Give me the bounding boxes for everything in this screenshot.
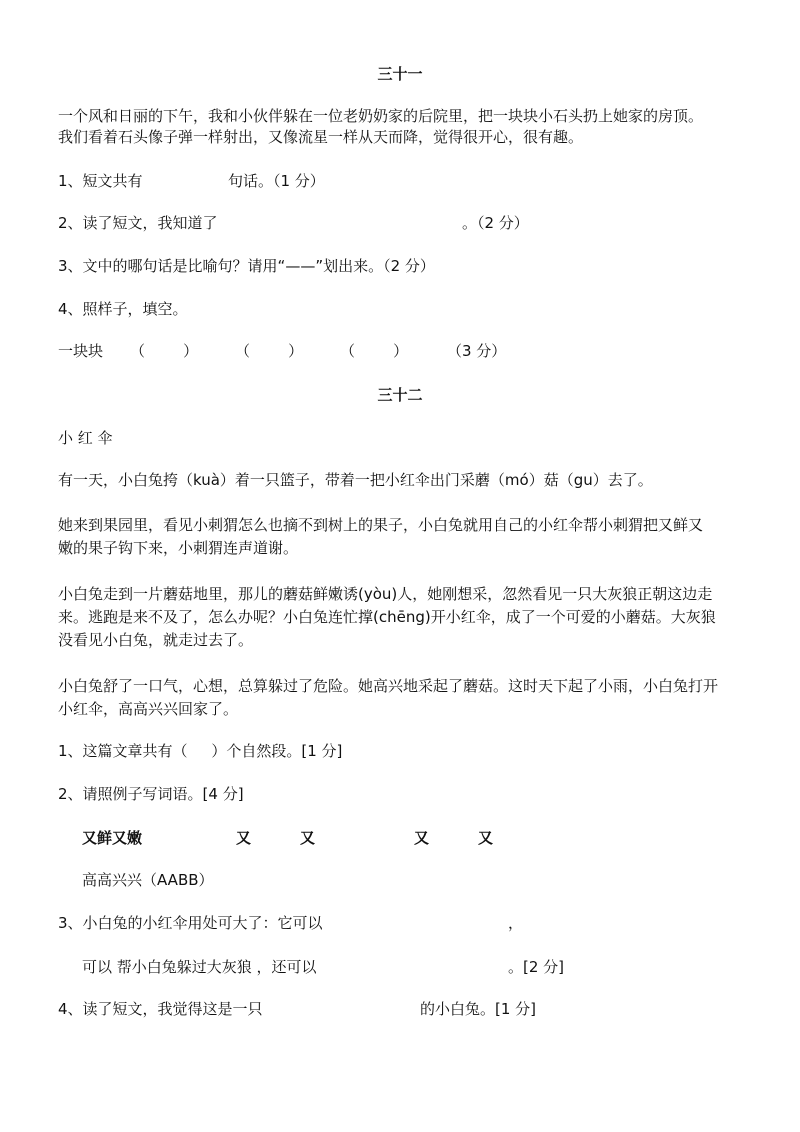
passage-31-line-2: 我们看着石头像子弹一样射出，又像流星一样从天而降，觉得很开心，很有趣。: [58, 128, 584, 146]
q32-2: 2、请照例子写词语。[4 分]: [58, 785, 244, 803]
q32-4-suffix: 的小白兔。[1 分]: [420, 1000, 537, 1018]
q32-2-you-1: 又: [236, 829, 252, 847]
q32-2-you-2: 又: [300, 829, 316, 847]
paragraph-3-line-3: 没看见小白兔，就走过去了。: [58, 631, 254, 649]
q31-4-score: （3 分）: [447, 342, 507, 360]
paragraph-2-line-1: 她来到果园里，看见小刺猬怎么也摘不到树上的果子，小白兔就用自己的小红伞帮小刺猬把又鲜又: [58, 516, 704, 534]
paragraph-4-line-1: 小白兔舒了一口气，心想，总算躲过了危险。她高兴地采起了蘑菇。这时天下起了小雨，小白兔打开: [58, 677, 719, 695]
q32-2-you-4: 又: [478, 829, 494, 847]
q31-2-prefix: 2、读了短文，我知道了: [58, 214, 218, 232]
q31-4-blank-1: （ ）: [130, 342, 199, 360]
paragraph-3-line-2: 来。逃跑是来不及了，怎么办呢？小白兔连忙撑(chēng)开小红伞，成了一个可爱的小蘑菇。大灰狼: [58, 608, 716, 626]
paragraph-3-line-1: 小白兔走到一片蘑菇地里，那儿的蘑菇鲜嫩诱(yòu)人，她刚想采，忽然看见一只大灰狼正朝这边走: [58, 585, 713, 603]
q32-2-you-3: 又: [414, 829, 430, 847]
q31-4-blank-3: （ ）: [340, 342, 409, 360]
passage-31-line-1: 一个风和日丽的下午，我和小伙伴躲在一位老奶奶家的后院里，把一块块小石头扔上她家的房顶。: [58, 107, 704, 125]
q31-3: 3、文中的哪句话是比喻句？请用“——”划出来。（2 分）: [58, 257, 435, 275]
q32-3-line-2-prefix: 可以 帮小白兔躲过大灰狼 ，还可以: [82, 958, 317, 976]
section-31-title: 三十一: [377, 65, 423, 83]
q31-4: 4、照样子，填空。: [58, 300, 188, 318]
q32-1: 1、这篇文章共有（ ）个自然段。[1 分]: [58, 742, 343, 760]
q32-3-prefix: 3、小白兔的小红伞用处可大了：它可以: [58, 914, 323, 932]
q31-1-suffix: 句话。（1 分）: [228, 172, 325, 190]
q32-3-line-2-suffix: 。[2 分]: [508, 958, 565, 976]
q31-4-blank-2: （ ）: [235, 342, 304, 360]
paragraph-4-line-2: 小红伞，高高兴兴回家了。: [58, 700, 239, 718]
q32-3-comma: ，: [508, 914, 524, 932]
paragraph-2-line-2: 嫩的果子钩下来，小刺猬连声道谢。: [58, 539, 299, 557]
q32-4-prefix: 4、读了短文，我觉得这是一只: [58, 1000, 263, 1018]
q31-4-example: 一块块: [58, 342, 104, 360]
paragraph-1: 有一天，小白兔挎（kuà）着一只篮子，带着一把小红伞出门采蘑（mó）菇（gu）去了。: [58, 471, 653, 489]
section-32-title: 三十二: [377, 386, 423, 404]
story-title: 小 红 伞: [58, 429, 113, 447]
q32-2-example-1: 又鲜又嫩: [82, 829, 143, 847]
q31-2-suffix: 。（2 分）: [462, 214, 529, 232]
q32-2-example-2: 高高兴兴（AABB）: [82, 871, 214, 889]
q31-1-prefix: 1、短文共有: [58, 172, 143, 190]
